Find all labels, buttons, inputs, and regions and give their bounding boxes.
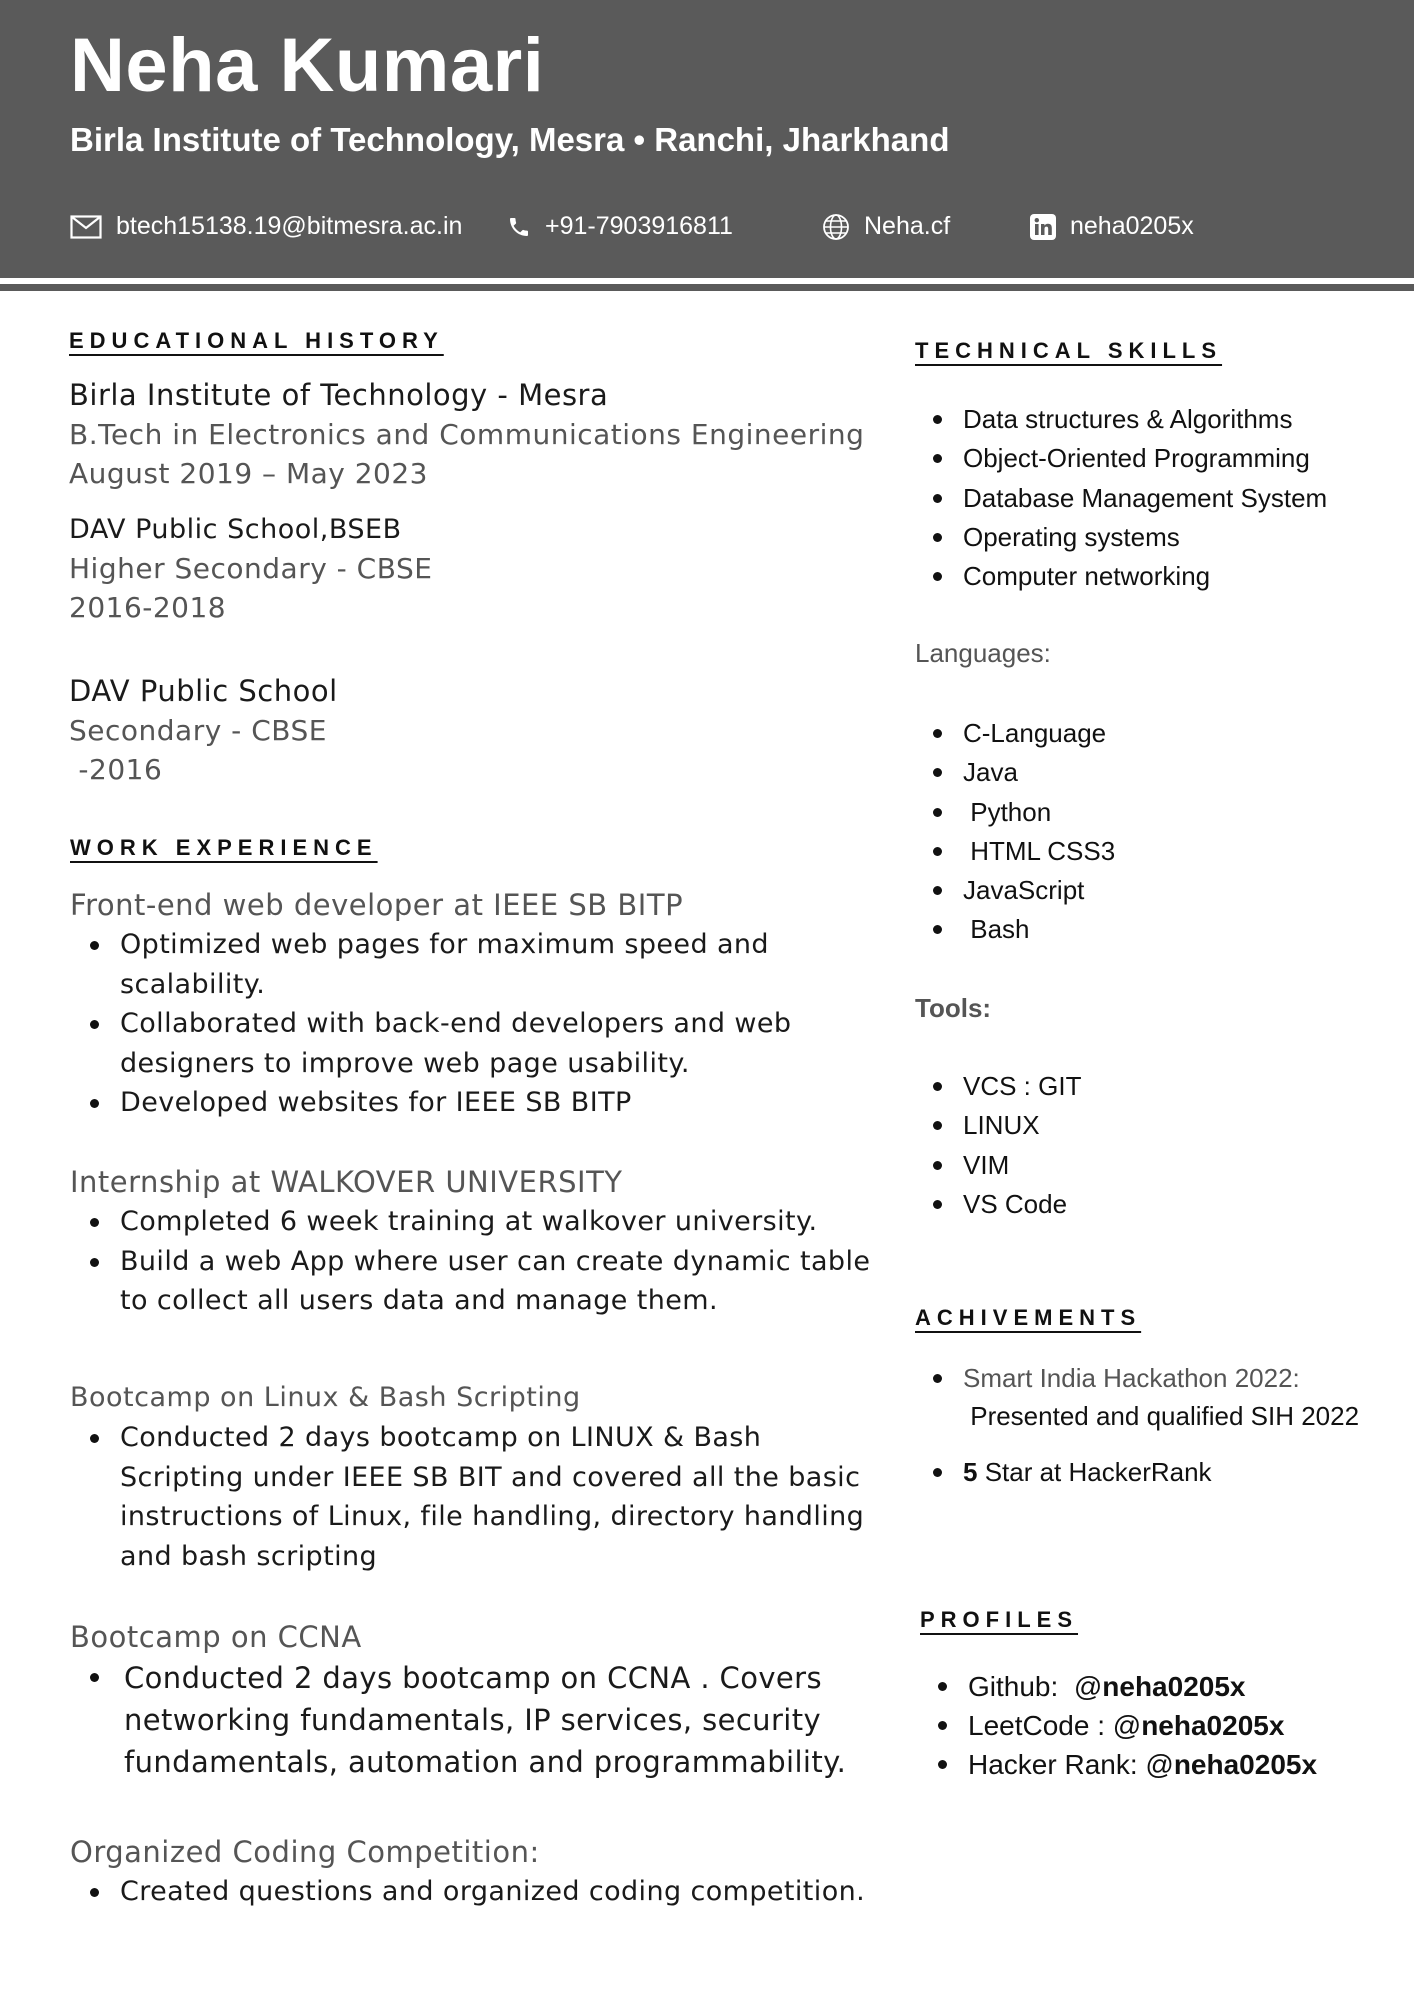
profile-leetcode[interactable] [968, 1706, 1317, 1745]
candidate-name: Neha Kumari [70, 23, 545, 108]
skill-item: Computer networking [963, 557, 1327, 596]
contact-email[interactable] [70, 212, 462, 241]
contact-linkedin[interactable] [1030, 212, 1194, 241]
job-bullets [70, 925, 890, 1123]
job-entry [70, 1162, 890, 1321]
tool-item: VCS : GIT [963, 1067, 1081, 1106]
profile-handle: neha0205x [1102, 1671, 1246, 1702]
languages-label: Languages: [915, 638, 1051, 668]
degree: Higher Secondary - CBSE [69, 552, 433, 585]
skill-item: Object-Oriented Programming [963, 439, 1327, 478]
skill-item: Operating systems [963, 518, 1327, 557]
languages-list [915, 714, 1115, 950]
job-bullet: Build a web App where user can create dynamic table to collect all users data and manage them. [120, 1242, 890, 1321]
tools-label: Tools: [915, 993, 992, 1023]
job-bullet: Developed websites for IEEE SB BITP [120, 1083, 890, 1123]
job-bullets [70, 1418, 890, 1576]
dates: August 2019 – May 2023 [69, 457, 428, 490]
achievement-item [963, 1359, 1359, 1435]
achievements-heading: ACHIVEMENTS [915, 1305, 1142, 1330]
job-bullet: Completed 6 week training at walkover university. [120, 1202, 890, 1242]
tool-item: VIM [963, 1146, 1081, 1185]
envelope-icon [70, 215, 102, 239]
language-item: Java [963, 753, 1115, 792]
profiles-heading: PROFILES [920, 1607, 1079, 1632]
education-heading: EDUCATIONAL HISTORY [69, 328, 444, 353]
degree: B.Tech in Electronics and Communications Engineering [69, 418, 865, 451]
phone-icon [507, 215, 531, 239]
skills-heading: TECHNICAL SKILLS [915, 338, 1223, 363]
header-divider [0, 284, 1414, 291]
resume-header [0, 0, 1414, 278]
job-bullet: Conducted 2 days bootcamp on CCNA . Covers networking fundamentals, IP services, security fundamentals, automation and programmability. [120, 1657, 890, 1783]
profile-hackerrank[interactable] [968, 1745, 1317, 1784]
work-heading: WORK EXPERIENCE [70, 835, 378, 860]
profiles-list [920, 1667, 1317, 1784]
achievement-title: Smart India Hackathon 2022: [963, 1363, 1300, 1393]
language-item: C-Language [963, 714, 1115, 753]
job-bullet: Created questions and organized coding competition. [120, 1872, 890, 1912]
dates: 2016-2018 [69, 591, 227, 624]
job-entry [70, 1832, 890, 1912]
skill-item: Data structures & Algorithms [963, 400, 1327, 439]
skill-item: Database Management System [963, 479, 1327, 518]
job-title: Bootcamp on Linux & Bash Scripting [70, 1382, 581, 1413]
profile-handle: neha0205x [1173, 1749, 1318, 1780]
job-bullets [70, 1872, 890, 1912]
dates: -2016 [69, 753, 163, 786]
achievement-item [963, 1453, 1359, 1491]
linkedin-icon [1030, 214, 1056, 240]
education-entry [69, 376, 864, 493]
language-item: HTML CSS3 [963, 832, 1115, 871]
job-title: Internship at WALKOVER UNIVERSITY [70, 1165, 623, 1199]
hackerrank-text: Star at HackerRank [977, 1457, 1212, 1487]
degree: Secondary - CBSE [69, 714, 327, 747]
job-bullets [70, 1202, 890, 1321]
profile-label: LeetCode : @ [968, 1710, 1142, 1741]
linkedin-text: neha0205x [1070, 212, 1194, 240]
skills-list [915, 400, 1327, 596]
school-name: Birla Institute of Technology - Mesra [69, 378, 609, 412]
profile-label: Github: @ [968, 1671, 1103, 1702]
globe-icon [822, 213, 850, 241]
education-entry [69, 510, 432, 627]
job-entry [70, 1617, 890, 1783]
education-entry [69, 672, 338, 789]
achievement-detail: Presented and qualified SIH 2022 [963, 1401, 1360, 1431]
job-bullet: Optimized web pages for maximum speed and scalability. [120, 925, 890, 1004]
phone-text: +91-7903916811 [545, 212, 733, 240]
hackerrank-stars: 5 [963, 1457, 978, 1487]
school-name: DAV Public School [69, 674, 338, 708]
language-item: JavaScript [963, 871, 1115, 910]
job-title: Bootcamp on CCNA [70, 1620, 362, 1654]
achievements-list [915, 1359, 1359, 1491]
job-bullet: Collaborated with back-end developers and web designers to improve web page usability. [120, 1004, 890, 1083]
profile-github[interactable] [968, 1667, 1317, 1706]
tool-item: LINUX [963, 1106, 1081, 1145]
job-entry [70, 1378, 890, 1576]
contact-website[interactable] [822, 212, 950, 241]
website-text: Neha.cf [864, 212, 951, 240]
email-text: btech15138.19@bitmesra.ac.in [116, 212, 463, 240]
school-name: DAV Public School,BSEB [69, 514, 402, 545]
job-title: Organized Coding Competition: [70, 1835, 540, 1869]
profile-label: Hacker Rank: @ [968, 1749, 1174, 1780]
language-item: Python [963, 793, 1115, 832]
contact-phone[interactable] [507, 212, 733, 241]
institution-location: Birla Institute of Technology, Mesra • Ranchi, Jharkhand [70, 121, 950, 158]
job-entry [70, 885, 890, 1123]
profile-handle: neha0205x [1141, 1710, 1285, 1741]
tool-item: VS Code [963, 1185, 1081, 1224]
job-title: Front-end web developer at IEEE SB BITP [70, 888, 684, 922]
language-item: Bash [963, 910, 1115, 949]
tools-list [915, 1067, 1081, 1224]
job-bullet: Conducted 2 days bootcamp on LINUX & Bash Scripting under IEEE SB BIT and covered all the basic instructions of Linux, file handling, directory handling and bash scripting [120, 1418, 890, 1576]
job-bullets [70, 1657, 890, 1783]
